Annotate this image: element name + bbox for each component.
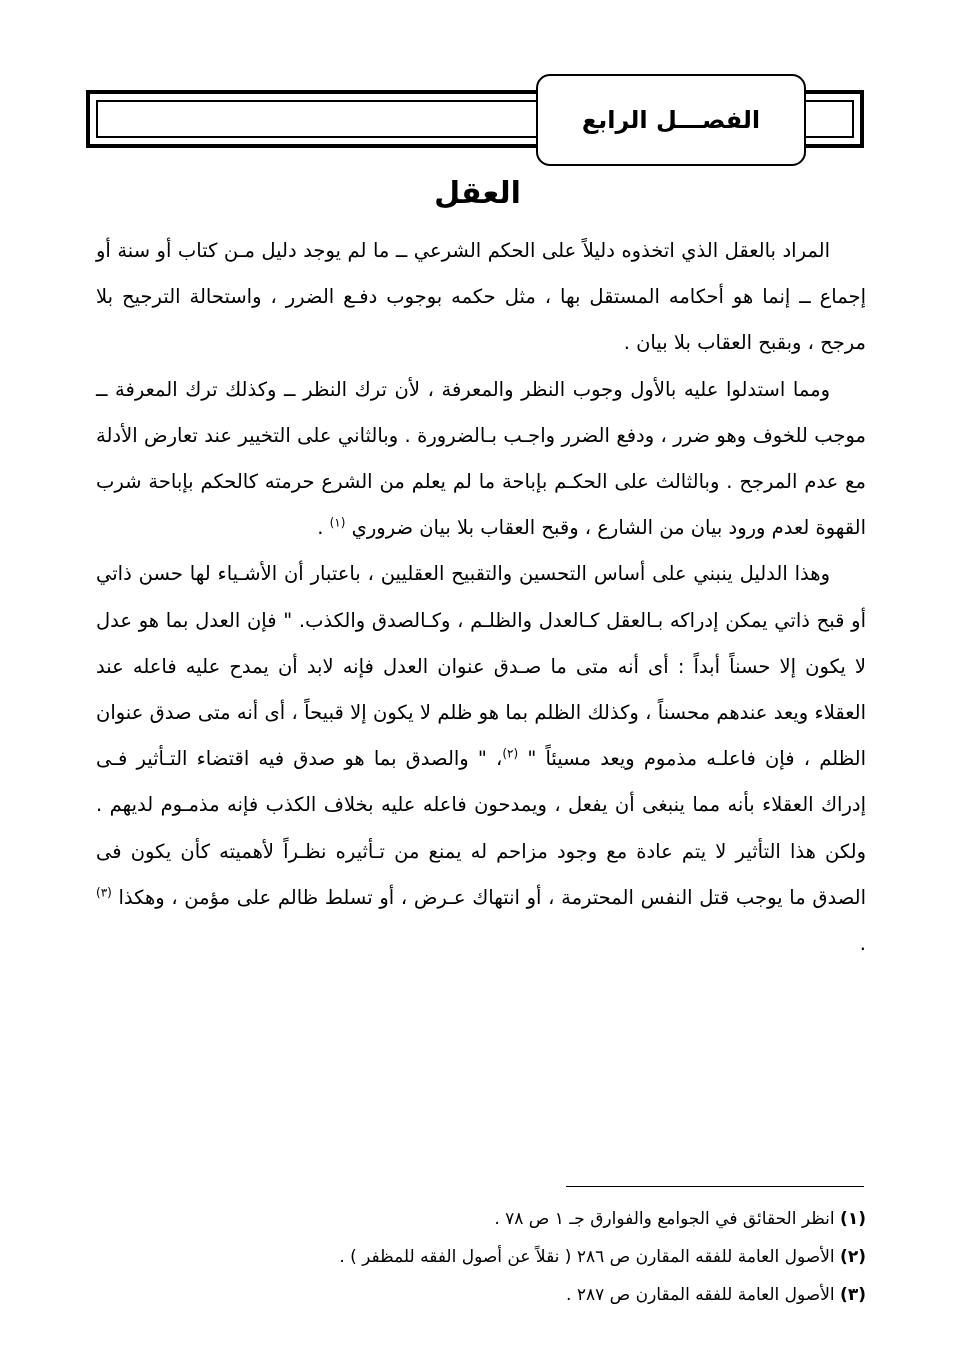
footnote-1 [96, 1200, 866, 1238]
footnote-reference[interactable]: (٣) [96, 885, 112, 900]
paragraph-1 [96, 228, 866, 367]
footnotes [96, 1200, 866, 1314]
chapter-tab [536, 74, 806, 166]
footnote-number: (٢) [840, 1247, 866, 1267]
footnote-reference[interactable]: (٢) [502, 746, 519, 761]
paragraph-text: المراد بالعقل الذي اتخذوه دليلاً على الحكم الشرعي ــ ما لم يوجد دليل مـن كتاب أو سنة أو إجماع ــ إنما هو أحكامه المستقل بها ، مثل حكمه بوجوب دفـع الضرر ، واستحالة الترجيح بلا مرجح ، وبقبح العقاب بلا بيان . [96, 239, 866, 355]
paragraph-tail: . [317, 516, 330, 540]
footnote-3 [96, 1276, 866, 1314]
footnote-number: (١) [840, 1209, 866, 1229]
footnote-text: الأصول العامة للفقه المقارن ص ٢٨٦ ( نقلاً عن أصول الفقه للمظفر ) . [339, 1247, 835, 1267]
footnote-number: (٣) [840, 1285, 866, 1305]
chapter-title: الفصـــل الرابع [581, 106, 761, 134]
footnote-text: انظر الحقائق في الجوامع والفوارق جـ ١ ص ٧٨ . [494, 1209, 835, 1229]
section-title: العقل [434, 176, 521, 211]
footnote-text: الأصول العامة للفقه المقارن ص ٢٨٧ . [566, 1285, 835, 1305]
paragraph-text: ومما استدلوا عليه بالأول وجوب النظر والمعرفة ، لأن ترك النظر ــ وكذلك ترك المعرفة ــ موجب للخوف وهو ضرر ، ودفع الضرر واجـب بـالضرورة . وبالثاني على التخيير عند تعارض الأدلة مع عدم المرجح . وبالثالث على الحكـم بإباحة ما لم يعلم من الشرع حرمته كالحكم بإباحة شرب القهوة لعدم ورود بيان من الشارع ، وقبح العقاب بلا بيان ضروري [96, 377, 866, 540]
body-text [96, 228, 866, 967]
paragraph-3 [96, 551, 866, 967]
paragraph-tail: ، " والصدق بما هو صدق فيه اقتضاء التـأثير فـى إدراك العقلاء بأنه مما ينبغى أن يفعل ، ويمدحون فاعله عليه بخلاف الكذب فإنه مذمـوم لديهم . ولكن هذا التأثير لا يتم عادة مع وجود مزاحم له يمنع من تـأثيره نظـراً لأهميته كأن يكون فى الصدق ما يوجب قتل النفس المحترمة ، أو انتهاك عـرض ، أو تسلط ظالم على مؤمن ، وهكذا [96, 747, 866, 909]
paragraph-2 [96, 367, 866, 552]
footnote-separator [566, 1186, 864, 1187]
paragraph-text: وهذا الدليل ينبني على أساس التحسين والتقبيح العقليين ، باعتبار أن الأشـياء لها حسن ذاتي أو قبح ذاتي يمكن إدراكه بـالعقل كـالعدل والظلـم ، وكـالصدق والكذب. " فإن العدل بما هو عدل لا يكون إلا حسناً أبداً : أى أنه متى ما صـدق عنوان العدل فإنه لابد أن يمدح عليه فاعله عند العقلاء ويعد عندهم محسناً ، وكذلك الظلم بما هو ظلم لا يكون إلا قبيحاً ، أى أنه متى صدق عنوان الظلم ، فإن فاعلـه مذموم ويعد مسيئاً " [96, 562, 866, 771]
paragraph-tail: . [859, 932, 866, 956]
footnote-reference[interactable]: (١) [329, 515, 346, 530]
footnote-2 [96, 1238, 866, 1276]
